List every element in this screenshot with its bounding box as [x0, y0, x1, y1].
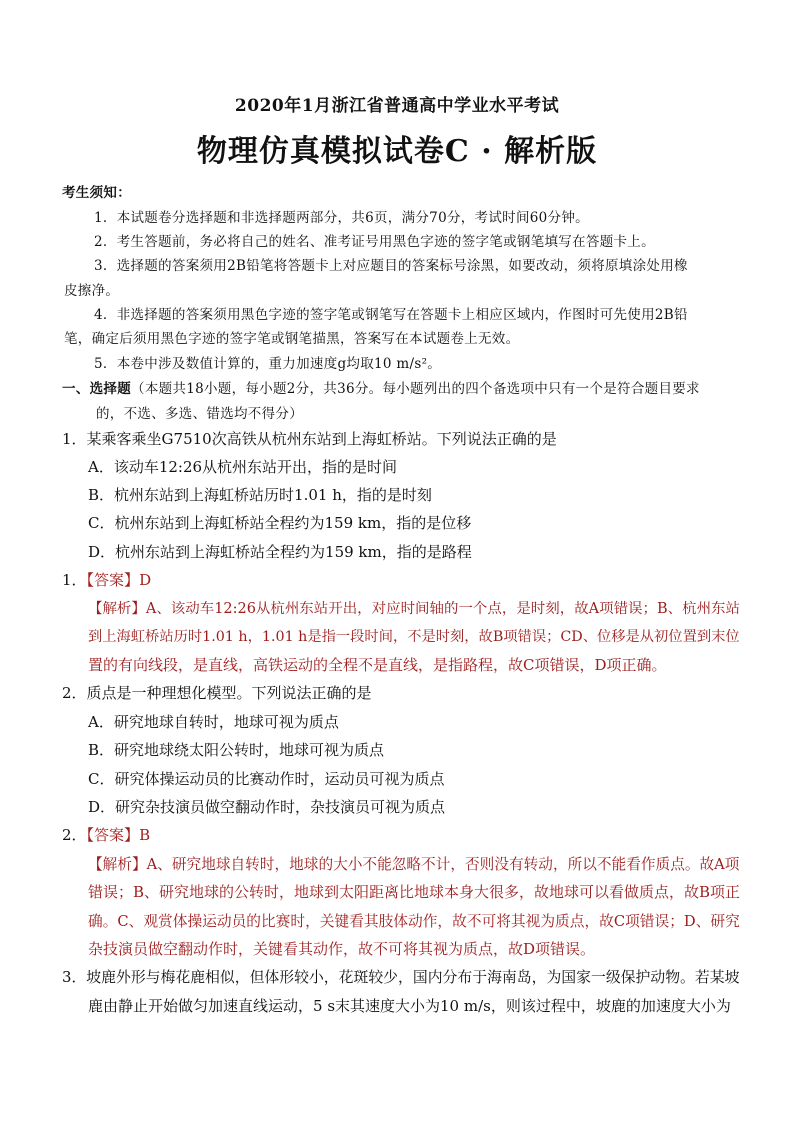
- q2-option-c: C．研究体操运动员的比赛动作时，运动员可视为质点: [88, 770, 445, 788]
- q1-option-b: B．杭州东站到上海虹桥站历时1.01 h，指的是时刻: [88, 486, 432, 504]
- notice-line-4-cont: 笔，确定后须用黑色字迹的签字笔或钢笔描黑，答案写在本试题卷上无效。: [64, 331, 520, 347]
- q1-analysis-text-1: A、该动车12:26从杭州东站开出，对应时间轴的一个点，是时刻，故A项错误；B、杭州东站: [145, 601, 740, 617]
- q3-stem-line1: 3．坡鹿外形与梅花鹿相似，但体形较小，花斑较少，国内分布于海南岛，为国家一级保护动物。若某坡: [62, 968, 740, 986]
- notice-line-5: 5．本卷中涉及数值计算的，重力加速度g均取10 m/s²。: [94, 356, 442, 372]
- section-name: 选择题: [89, 381, 132, 397]
- notice-line-1: 1．本试题卷分选择题和非选择题两部分，共6页，满分70分，考试时间60分钟。: [94, 210, 589, 226]
- notice-line-3-cont: 皮擦净。: [64, 283, 120, 299]
- q2-analysis-line3: 确。C、观赏体操运动员的比赛时，关键看其肢体动作，故不可将其视为质点，故C项错误；D、研究: [88, 913, 740, 930]
- notice-heading: 考生须知：: [62, 185, 131, 201]
- q1-analysis-line3: 置的有向线段，是直线，高铁运动的全程不是直线，是指路程，故C项错误，D项正确。: [88, 656, 667, 674]
- q3-stem-line2: 鹿由静止开始做匀加速直线运动，5 s末其速度大小为10 m/s，则该过程中，坡鹿的加速度大小为: [88, 997, 731, 1015]
- q1-answer-num: 1．: [62, 571, 87, 589]
- q1-answer-label: 【答案】: [86, 571, 140, 589]
- section-prefix: 一、: [62, 381, 90, 397]
- q1-stem: 1．某乘客乘坐G7510次高铁从杭州东站到上海虹桥站。下列说法正确的是: [62, 430, 557, 448]
- section-desc-line1: （本题共18小题，每小题2分，共36分。每小题列出的四个备选项中只有一个是符合题目要求: [131, 381, 700, 397]
- q1-analysis-label: 【解析】: [88, 601, 146, 617]
- q2-option-b: B．研究地球绕太阳公转时，地球可视为质点: [88, 741, 385, 759]
- q2-analysis-line4: 杂技演员做空翻动作时，关键看其动作，故不可将其视为质点，故D项错误。: [88, 940, 596, 958]
- q2-answer: [62, 824, 150, 845]
- q2-analysis-line2: 错误；B、研究地球的公转时，地球到太阳距离比地球本身大很多，故地球可以看做质点，故B项正: [88, 883, 741, 901]
- q1-analysis-line2: 到上海虹桥站历时1.01 h，1.01 h是指一段时间，不是时刻，故B项错误；CD、位移是从初位置到末位: [88, 629, 740, 645]
- section-desc-line2: 的，不选、多选、错选均不得分）: [96, 406, 303, 422]
- q1-option-c: C．杭州东站到上海虹桥站全程约为159 km，指的是位移: [88, 514, 472, 532]
- q1-option-a: A．该动车12:26从杭州东站开出，指的是时间: [88, 458, 398, 476]
- q2-analysis-label: 【解析】: [88, 856, 147, 873]
- q1-analysis-line1: [88, 597, 740, 618]
- q2-option-a: A．研究地球自转时，地球可视为质点: [88, 713, 339, 731]
- q2-analysis-line1: [88, 853, 739, 874]
- q2-answer-label: 【答案】: [86, 826, 140, 844]
- exam-title-line2: 物理仿真模拟试卷C · 解析版: [196, 134, 598, 169]
- q2-analysis-text-1: A、研究地球自转时，地球的大小不能忽略不计，否则没有转动，所以不能看作质点。故A项: [146, 856, 740, 873]
- q1-answer: [62, 569, 151, 590]
- q1-answer-value: D: [139, 571, 152, 589]
- notice-line-3: 3．选择题的答案须用2B铅笔将答题卡上对应题目的答案标号涂黑，如要改动，须将原填涂处用橡: [94, 258, 688, 274]
- section-heading: [62, 377, 700, 397]
- q2-answer-value: B: [139, 826, 151, 844]
- notice-line-2: 2．考生答题前，务必将自己的姓名、准考证号用黑色字迹的签字笔或钢笔填写在答题卡上。: [94, 234, 655, 250]
- exam-title-line1: 2020年1月浙江省普通高中学业水平考试: [234, 96, 560, 116]
- q2-option-d: D．研究杂技演员做空翻动作时，杂技演员可视为质点: [88, 798, 446, 816]
- q1-option-d: D．杭州东站到上海虹桥站全程约为159 km，指的是路程: [88, 543, 472, 561]
- q2-answer-num: 2．: [62, 826, 87, 844]
- notice-line-4: 4．非选择题的答案须用黑色字迹的签字笔或钢笔写在答题卡上相应区域内，作图时可先使用2B铅: [94, 307, 688, 323]
- q2-stem: 2．质点是一种理想化模型。下列说法正确的是: [62, 684, 372, 702]
